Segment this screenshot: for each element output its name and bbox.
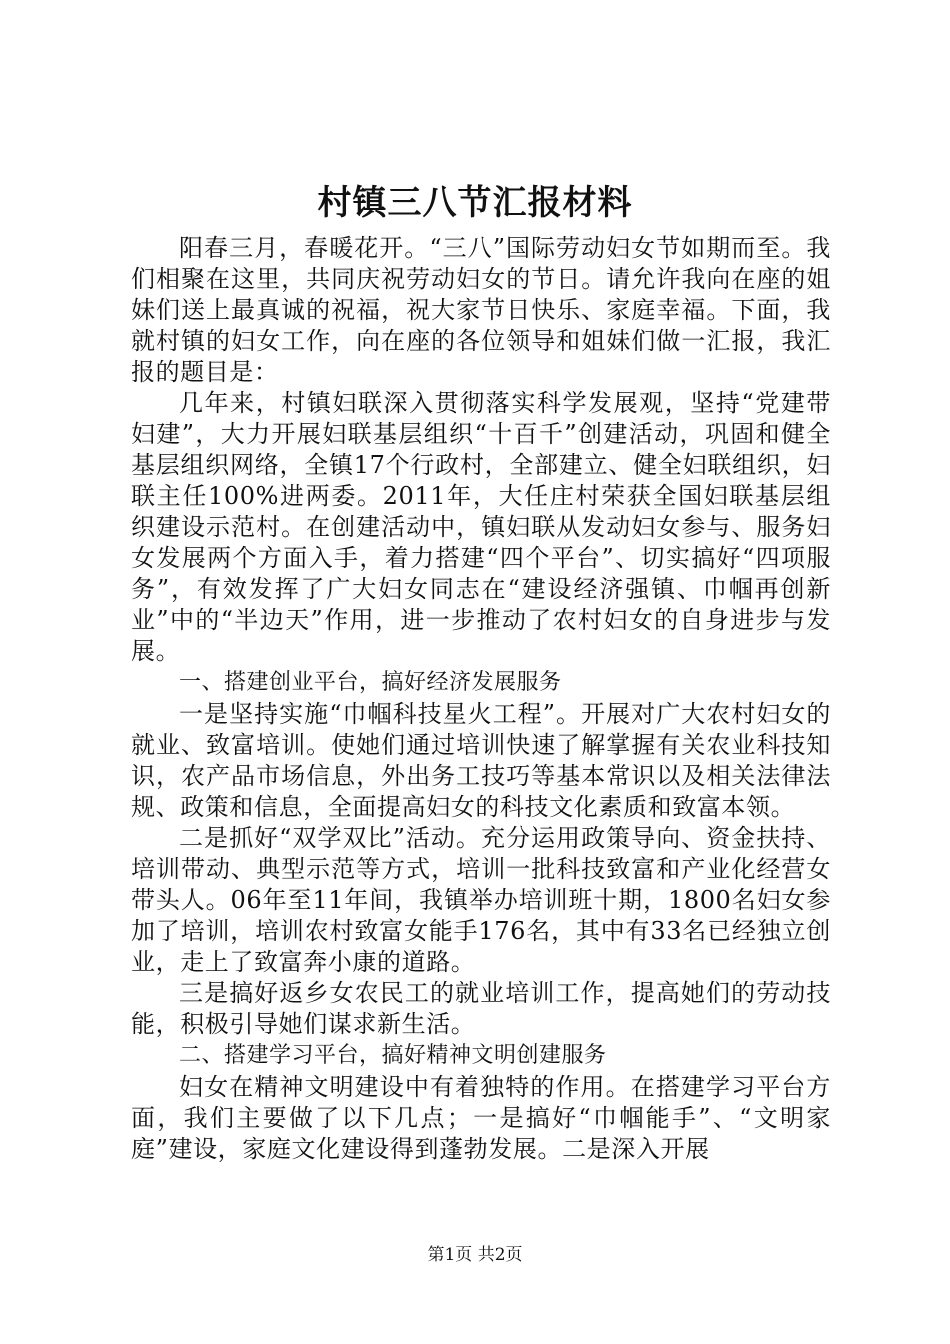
paragraph-item-2: 二是抓好“双学双比”活动。充分运用政策导向、资金扶持、培训带动、典型示范等方式，培训一批科技致富和产业化经营女带头人。06年至11年间，我镇举办培训班十期，1800名妇女参加了培训，培训农村致富女能手176名，其中有33名已经独立创业，走上了致富奔小康的道路。	[131, 824, 831, 976]
paragraph-item-3: 三是搞好返乡女农民工的就业培训工作，提高她们的劳动技能，积极引导她们谋求新生活。	[131, 979, 831, 1038]
section-heading-1: 一、搭建创业平台，搞好经济发展服务	[179, 670, 562, 695]
paragraph-section-2: 妇女在精神文明建设中有着独特的作用。在搭建学习平台方面，我们主要做了以下几点；一是搞好“巾帼能手”、“文明家庭”建设，家庭文化建设得到蓬勃发展。二是深入开展	[131, 1073, 831, 1163]
page-footer: 第1页 共2页	[427, 1245, 523, 1265]
document-title: 村镇三八节汇报材料	[317, 183, 633, 223]
section-heading-2: 二、搭建学习平台，搞好精神文明创建服务	[179, 1043, 607, 1068]
paragraph-overview: 几年来，村镇妇联深入贯彻落实科学发展观，坚持“党建带妇建”，大力开展妇联基层组织“十百千”创建活动，巩固和健全基层组织网络，全镇17个行政村，全部建立、健全妇联组织，妇联主任100%进两委。2011年，大任庄村荣获全国妇联基层组织建设示范村。在创建活动中，镇妇联从发动妇女参与、服务妇女发展两个方面入手，着力搭建“四个平台”、切实搞好“四项服务”，有效发挥了广大妇女同志在“建设经济强镇、巾帼再创新业”中的“半边天”作用，进一步推动了农村妇女的自身进步与发展。	[131, 389, 831, 665]
paragraph-item-1: 一是坚持实施“巾帼科技星火工程”。开展对广大农村妇女的就业、致富培训。使她们通过培训快速了解掌握有关农业科技知识，农产品市场信息，外出务工技巧等基本常识以及相关法律法规、政策和信息，全面提高妇女的科技文化素质和致富本领。	[131, 700, 831, 821]
document-body	[131, 233, 831, 1165]
paragraph-intro: 阳春三月，春暖花开。“三八”国际劳动妇女节如期而至。我们相聚在这里，共同庆祝劳动妇女的节日。请允许我向在座的姐妹们送上最真诚的祝福，祝大家节日快乐、家庭幸福。下面，我就村镇的妇女工作，向在座的各位领导和姐妹们做一汇报，我汇报的题目是：	[131, 234, 831, 386]
